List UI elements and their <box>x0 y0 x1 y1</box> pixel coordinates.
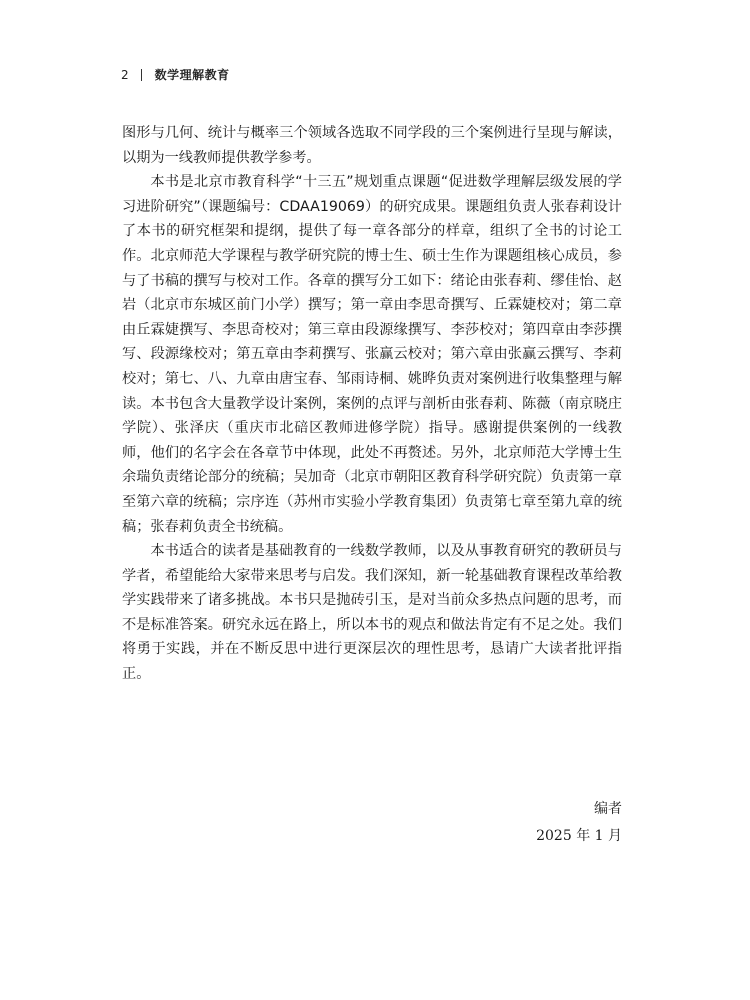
signature-author: 编者 <box>594 801 622 817</box>
paragraph-readers: 本书适合的读者是基础教育的一线数学教师，以及从事教育研究的教研员与学者，希望能给大家带来思考与启发。我们深知，新一轮基础教育课程改革给教学实践带来了诸多挑战。本书只是抛砖引玉，是对当前众多热点问题的思考，而不是标准答案。研究永远在路上，所以本书的观点和做法肯定有不足之处。我们将勇于实践，并在不断反思中进行更深层次的理性思考，恳请广大读者批评指正。 <box>122 543 622 683</box>
main-text <box>122 121 622 687</box>
header-divider <box>141 69 142 81</box>
signature-date: 2025 年 1 月 <box>536 828 622 844</box>
paragraph-research-credits: 本书是北京市教育科学“十三五”规划重点课题“促进数学理解层级发展的学习进阶研究”（课题编号：CDAA19069）的研究成果。课题组负责人张春莉设计了本书的研究框架和提纲，提供了每一章各部分的样章，组织了全书的讨论工作。北京师范大学课程与教学研究院的博士生、硕士生作为课题组核心成员，参与了书稿的撰写与校对工作。各章的撰写分工如下：绪论由张春莉、缪佳怡、赵岩（北京市东城区前门小学）撰写；第一章由李思奇撰写、丘霖婕校对；第二章由丘霖婕撰写、李思奇校对；第三章由段源缘撰写、李莎校对；第四章由李莎撰写、段源缘校对；第五章由李莉撰写、张赢云校对；第六章由张赢云撰写、李莉校对；第七、八、九章由唐宝春、邹雨诗桐、姚晔负责对案例进行收集整理与解读。本书包含大量教学设计案例，案例的点评与剖析由张春莉、陈薇（南京晓庄学院）、张泽庆（重庆市北碚区教师进修学院）指导。感谢提供案例的一线教师，他们的名字会在各章节中体现，此处不再赘述。另外，北京师范大学博士生余瑞负责绪论部分的统稿；吴加奇（北京市朝阳区教育科学研究院）负责第一章至第六章的统稿；宗序连（苏州市实验小学教育集团）负责第七章至第九章的统稿；张春莉负责全书统稿。 <box>122 174 622 535</box>
signature-block <box>536 796 622 850</box>
page-number: 2 <box>121 67 129 82</box>
book-title: 数学理解教育 <box>154 68 230 82</box>
paragraph-continuation: 图形与几何、统计与概率三个领域各选取不同学段的三个案例进行呈现与解读，以期为一线教师提供教学参考。 <box>122 125 622 166</box>
running-header <box>121 66 230 83</box>
